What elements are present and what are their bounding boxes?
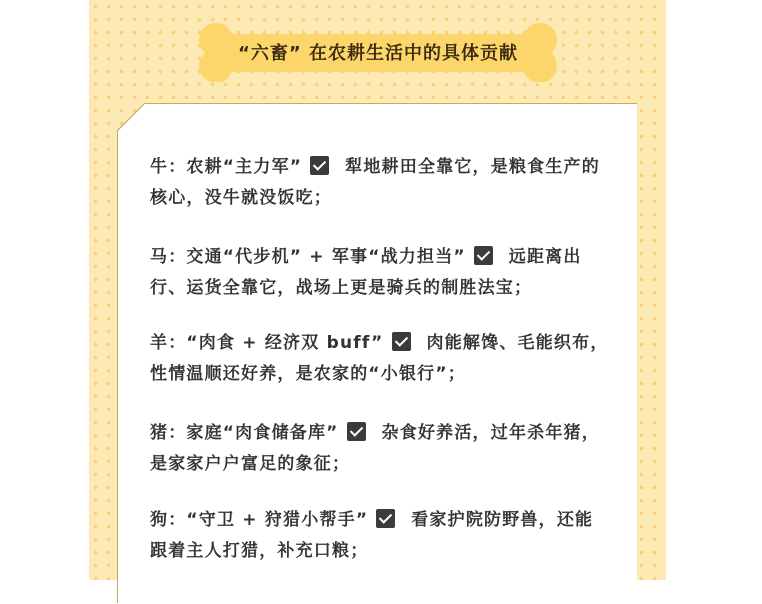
- item-desc: 肉能解馋、毛能织布，性情温顺还好养，是农家的“小银行”；: [150, 333, 609, 384]
- item-lead: 猪：家庭“肉食储备库”: [150, 423, 339, 443]
- item-lead: 牛：农耕“主力军”: [150, 157, 303, 177]
- item-lead: 狗：“守卫 + 狩猎小帮手”: [150, 510, 369, 530]
- check-box-icon: [376, 509, 395, 528]
- check-box-icon: [310, 156, 329, 175]
- list-item-ox: [150, 152, 610, 214]
- list-item-horse: [150, 242, 610, 304]
- item-desc: 犁地耕田全靠它，是粮食生产的核心，没牛就没饭吃；: [150, 157, 600, 208]
- list-item-sheep: [150, 328, 610, 390]
- item-lead: 羊：“肉食 + 经济双 buff”: [150, 333, 384, 353]
- title-banner: [198, 22, 558, 82]
- item-desc: 远距离出行、运货全靠它，战场上更是骑兵的制胜法宝；: [150, 247, 582, 298]
- list-item-pig: [150, 418, 610, 480]
- item-lead: 马：交通“代步机” + 军事“战力担当”: [150, 247, 466, 267]
- check-box-icon: [392, 332, 411, 351]
- item-desc: 看家护院防野兽，还能跟着主人打猎，补充口粮；: [150, 510, 594, 561]
- check-box-icon: [347, 422, 366, 441]
- card-corner-border: [117, 103, 157, 143]
- check-box-icon: [474, 246, 493, 265]
- item-desc: 杂食好养活，过年杀年猪，是家家户户富足的象征；: [150, 423, 600, 474]
- list-item-dog: [150, 505, 610, 567]
- page-title: “六畜” 在农耕生活中的具体贡献: [238, 43, 518, 64]
